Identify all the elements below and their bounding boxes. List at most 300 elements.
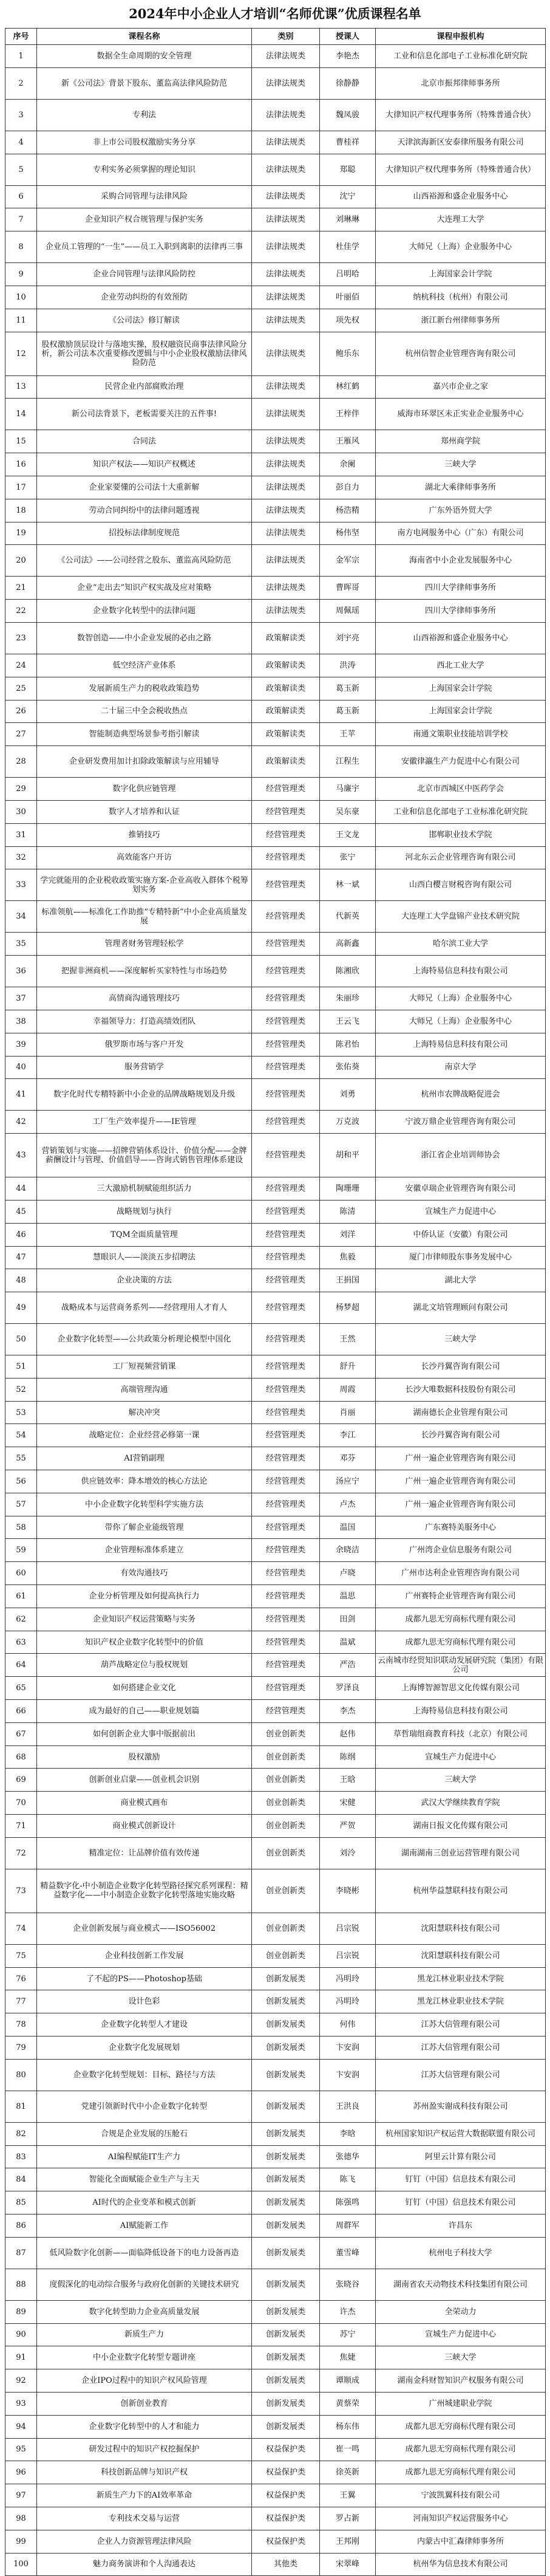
cell-index: 92 (5, 2369, 37, 2393)
cell-lecturer: 刘勇 (320, 1079, 376, 1111)
table-row (5, 2553, 546, 2576)
cell-institution: 山西白樱言财税咨询有限公司 (376, 869, 546, 901)
cell-category: 经营管理类 (252, 778, 320, 801)
cell-category: 法律法规类 (252, 99, 320, 131)
cell-institution: 大师兄（上海）企业服务中心 (376, 987, 546, 1010)
cell-category: 其他类 (252, 2553, 320, 2576)
cell-course-name: 《公司法》修订解读 (37, 309, 252, 332)
cell-lecturer: 鲍乐东 (320, 332, 376, 375)
cell-institution: 中侨认证（安徽）有限公司 (376, 1223, 546, 1246)
cell-course-name: 企业管理标准体系建立 (37, 1539, 252, 1562)
cell-institution: 南京大学 (376, 1056, 546, 1079)
cell-category: 经营管理类 (252, 1246, 320, 1269)
table-row (5, 1177, 546, 1201)
cell-course-name: 如何搭建企业文化 (37, 1677, 252, 1700)
cell-institution: 嘉兴市企业之家 (376, 375, 546, 399)
cell-course-name: 度假深化的电动综合服务与政府化创新的关键技术研究 (37, 2269, 252, 2300)
table-row (5, 2484, 546, 2507)
cell-index: 82 (5, 2122, 37, 2145)
cell-course-name: 企业知识产权运营策略与实务 (37, 1608, 252, 1631)
cell-category: 法律法规类 (252, 208, 320, 231)
cell-category: 经营管理类 (252, 956, 320, 987)
cell-institution: 内蒙古中汇森律师事务所 (376, 2530, 546, 2553)
cell-institution: 黑龙江林业职业技术学院 (376, 1990, 546, 2013)
cell-institution: 钉钉（中国）信息技术有限公司 (376, 2191, 546, 2215)
cell-index: 52 (5, 1378, 37, 1401)
cell-category: 经营管理类 (252, 1631, 320, 1654)
cell-institution: 邯郸职业技术学院 (376, 823, 546, 846)
cell-institution: 安徽卓瑞企业管理咨询有限公司 (376, 1177, 546, 1201)
table-row (5, 987, 546, 1010)
cell-course-name: 企业数字化转型人才建设 (37, 2013, 252, 2036)
cell-lecturer: 卞安润 (320, 2059, 376, 2091)
cell-course-name: 设计色彩 (37, 1990, 252, 2013)
cell-lecturer: 陈强鸣 (320, 2191, 376, 2215)
table-row (5, 375, 546, 399)
cell-category: 法律法规类 (252, 545, 320, 577)
cell-category: 法律法规类 (252, 286, 320, 309)
cell-index: 61 (5, 1585, 37, 1608)
cell-institution: 大连理工大学 (376, 208, 546, 231)
cell-category: 法律法规类 (252, 154, 320, 185)
cell-course-name: AI赋能新工作 (37, 2215, 252, 2238)
cell-category: 经营管理类 (252, 1539, 320, 1562)
cell-index: 30 (5, 800, 37, 823)
cell-course-name: 智能化全面赋能企业生产与主天 (37, 2168, 252, 2191)
cell-course-name: 合规是企业发展的压舱石 (37, 2122, 252, 2145)
cell-index: 80 (5, 2059, 37, 2091)
cell-course-name: 企业合同管理与法律风险防控 (37, 263, 252, 286)
cell-lecturer: 朱丽珍 (320, 987, 376, 1010)
cell-lecturer: 张晓谷 (320, 2269, 376, 2300)
cell-course-name: 企业“走出去”知识产权实战及应对策略 (37, 577, 252, 600)
cell-lecturer: 李晓彬 (320, 1869, 376, 1913)
cell-course-name: 企业分析管理及如何提高执行力 (37, 1585, 252, 1608)
cell-lecturer: 卞安润 (320, 2036, 376, 2060)
cell-course-name: 把握非洲商机——深度解析买家特性与市场趋势 (37, 956, 252, 987)
cell-category: 创业创新类 (252, 1722, 320, 1745)
cell-lecturer: 谭顺成 (320, 2369, 376, 2393)
cell-lecturer: 焦毅 (320, 1246, 376, 1269)
cell-course-name: 企业数字化转型中的人才和能力 (37, 2415, 252, 2438)
cell-lecturer: 杜佳学 (320, 231, 376, 263)
cell-institution: 大师兄（上海）企业服务中心 (376, 1010, 546, 1033)
cell-lecturer: 王洪良 (320, 2091, 376, 2122)
cell-course-name: 管理者财务管理轻松学 (37, 933, 252, 956)
cell-institution: 湖南金科财智知识产权服务有限公司 (376, 2369, 546, 2393)
cell-category: 创业创新类 (252, 1869, 320, 1913)
cell-category: 经营管理类 (252, 1292, 320, 1324)
cell-index: 10 (5, 286, 37, 309)
table-row (5, 1837, 546, 1869)
cell-index: 87 (5, 2237, 37, 2269)
cell-lecturer: 张宁 (320, 846, 376, 869)
cell-category: 法律法规类 (252, 522, 320, 545)
table-row (5, 99, 546, 131)
table-row (5, 1355, 546, 1379)
cell-course-name: 科技创新品牌与知识产权 (37, 2461, 252, 2484)
cell-index: 7 (5, 208, 37, 231)
cell-category: 经营管理类 (252, 1677, 320, 1700)
cell-institution: 江苏大信管理有限公司 (376, 2036, 546, 2060)
cell-lecturer: 王翼 (320, 2484, 376, 2507)
cell-course-name: 高效能客户开访 (37, 846, 252, 869)
cell-course-name: 专利技术交易与运营 (37, 2507, 252, 2530)
cell-lecturer: 魏凤骏 (320, 99, 376, 131)
table-row (5, 1134, 546, 1177)
cell-course-name: 股权激励 (37, 1745, 252, 1769)
table-row (5, 654, 546, 677)
cell-lecturer: 余阑 (320, 453, 376, 476)
table-row (5, 1745, 546, 1769)
cell-course-name: 数字化供应链管理 (37, 778, 252, 801)
cell-category: 创新发展类 (252, 2059, 320, 2091)
cell-course-name: 学完就能用的企业税收政策实施方案-企业高收入群体个税筹划实务 (37, 869, 252, 901)
cell-index: 91 (5, 2346, 37, 2369)
cell-lecturer: 刘泠 (320, 1837, 376, 1869)
cell-institution: 长沙丹翼咨询有限公司 (376, 1355, 546, 1379)
header-institution: 课程申报机构 (376, 29, 546, 45)
table-row (5, 901, 546, 933)
header-course-name: 课程名称 (37, 29, 252, 45)
cell-index: 73 (5, 1869, 37, 1913)
cell-institution: 成都九思无穷商标代理有限公司 (376, 1608, 546, 1631)
cell-lecturer: 洪涛 (320, 654, 376, 677)
cell-lecturer: 叶丽佰 (320, 286, 376, 309)
cell-course-name: 服务营销学 (37, 1056, 252, 1079)
cell-category: 权益保护类 (252, 2530, 320, 2553)
table-row (5, 499, 546, 522)
cell-institution: 西北工业大学 (376, 654, 546, 677)
cell-lecturer: 徐静静 (320, 67, 376, 99)
cell-course-name: 企业决策的方法 (37, 1269, 252, 1292)
table-row (5, 956, 546, 987)
table-row (5, 1562, 546, 1585)
cell-course-name: 党建引领新时代中小企业数字化转型 (37, 2091, 252, 2122)
cell-index: 70 (5, 1792, 37, 1815)
table-row (5, 800, 546, 823)
table-row (5, 2013, 546, 2036)
cell-category: 经营管理类 (252, 1134, 320, 1177)
table-row (5, 933, 546, 956)
cell-institution: 江苏大信管理有限公司 (376, 2013, 546, 2036)
cell-category: 经营管理类 (252, 1447, 320, 1470)
cell-category: 经营管理类 (252, 846, 320, 869)
cell-index: 44 (5, 1177, 37, 1201)
cell-category: 权益保护类 (252, 2438, 320, 2461)
table-row (5, 577, 546, 600)
cell-institution: 杭州国家知识产权运营大数据联盟有限公司 (376, 2122, 546, 2145)
table-row (5, 2168, 546, 2191)
cell-course-name: 合同法 (37, 430, 252, 453)
cell-lecturer: 严浩 (320, 1654, 376, 1677)
table-row (5, 622, 546, 654)
table-row (5, 1967, 546, 1990)
cell-course-name: 高情商沟通管理技巧 (37, 987, 252, 1010)
cell-category: 经营管理类 (252, 1608, 320, 1631)
table-row (5, 746, 546, 778)
cell-lecturer: 王邦刚 (320, 2530, 376, 2553)
cell-index: 48 (5, 1269, 37, 1292)
cell-lecturer: 焦婕 (320, 2346, 376, 2369)
table-header (5, 29, 546, 45)
cell-lecturer: 郑聪 (320, 154, 376, 185)
cell-category: 创新发展类 (252, 2369, 320, 2393)
cell-category: 经营管理类 (252, 1654, 320, 1677)
cell-lecturer: 杨浩精 (320, 499, 376, 522)
cell-lecturer: 余晓洁 (320, 1539, 376, 1562)
cell-course-name: 企业研发费用加计扣除政策解读与应用辅导 (37, 746, 252, 778)
cell-course-name: 专利法 (37, 99, 252, 131)
cell-category: 政策解读类 (252, 677, 320, 700)
cell-institution: 纳杭科技（杭州）有限公司 (376, 286, 546, 309)
cell-index: 96 (5, 2461, 37, 2484)
cell-lecturer: 董雪峰 (320, 2237, 376, 2269)
cell-lecturer: 项先权 (320, 309, 376, 332)
cell-institution: 钉钉（中国）信息技术有限公司 (376, 2168, 546, 2191)
cell-index: 42 (5, 1111, 37, 1134)
cell-lecturer: 徐英新 (320, 2461, 376, 2484)
cell-lecturer: 周群军 (320, 2215, 376, 2238)
cell-category: 创新发展类 (252, 1967, 320, 1990)
cell-lecturer: 陈纲 (320, 1745, 376, 1769)
cell-index: 20 (5, 545, 37, 577)
cell-category: 经营管理类 (252, 800, 320, 823)
cell-course-name: 创新创业教育 (37, 2392, 252, 2415)
table-row (5, 846, 546, 869)
cell-institution: 上海国家会计学院 (376, 700, 546, 723)
cell-index: 67 (5, 1722, 37, 1745)
cell-course-name: 企业知识产权合规管理与保护实务 (37, 208, 252, 231)
cell-course-name: 数字人才培养和认证 (37, 800, 252, 823)
cell-course-name: 带你了解企业能级管理 (37, 1516, 252, 1539)
cell-index: 71 (5, 1815, 37, 1838)
cell-category: 经营管理类 (252, 1401, 320, 1424)
cell-lecturer: 张德华 (320, 2145, 376, 2168)
cell-lecturer: 万克波 (320, 1111, 376, 1134)
cell-category: 法律法规类 (252, 375, 320, 399)
table-row (5, 1111, 546, 1134)
cell-index: 23 (5, 622, 37, 654)
table-row (5, 823, 546, 846)
table-row (5, 154, 546, 185)
cell-institution: 南通文策职业技能培训学校 (376, 723, 546, 746)
cell-lecturer: 王梓伴 (320, 399, 376, 430)
cell-institution: 浙江新台州律师事务所 (376, 309, 546, 332)
table-row (5, 1792, 546, 1815)
table-row (5, 1539, 546, 1562)
cell-lecturer: 葛玉新 (320, 700, 376, 723)
cell-lecturer: 杨梦超 (320, 1292, 376, 1324)
cell-lecturer: 肖丽 (320, 1401, 376, 1424)
cell-lecturer: 葛玉新 (320, 677, 376, 700)
cell-index: 100 (5, 2553, 37, 2576)
cell-category: 政策解读类 (252, 654, 320, 677)
cell-institution: 成都九思无穷商标代理有限公司 (376, 2415, 546, 2438)
cell-institution: 上海国家会计学院 (376, 677, 546, 700)
cell-institution: 广州市达利企业管理咨询有限公司 (376, 1562, 546, 1585)
table-row (5, 1769, 546, 1792)
cell-index: 2 (5, 67, 37, 99)
cell-institution: 沈阳慧联科技有限公司 (376, 1913, 546, 1944)
cell-index: 47 (5, 1246, 37, 1269)
cell-lecturer: 陈清 (320, 1200, 376, 1223)
cell-lecturer: 严贺 (320, 1815, 376, 1838)
table-row (5, 2438, 546, 2461)
cell-course-name: 商业模式画布 (37, 1792, 252, 1815)
cell-institution: 全荣动力 (376, 2300, 546, 2323)
cell-institution: 大师兄（上海）企业服务中心 (376, 231, 546, 263)
cell-category: 经营管理类 (252, 823, 320, 846)
table-row (5, 1324, 546, 1355)
cell-category: 创业创新类 (252, 1745, 320, 1769)
table-row (5, 2530, 546, 2553)
cell-index: 3 (5, 99, 37, 131)
cell-course-name: 魅力商务演讲和个人沟通表达 (37, 2553, 252, 2576)
cell-index: 65 (5, 1677, 37, 1700)
table-row (5, 263, 546, 286)
cell-index: 50 (5, 1324, 37, 1355)
cell-category: 经营管理类 (252, 1470, 320, 1493)
cell-category: 创新发展类 (252, 2191, 320, 2215)
cell-course-name: 新《公司法》背景下股东、董监高法律风险防范 (37, 67, 252, 99)
table-row (5, 1631, 546, 1654)
cell-index: 60 (5, 1562, 37, 1585)
cell-index: 99 (5, 2530, 37, 2553)
cell-index: 40 (5, 1056, 37, 1079)
cell-course-name: AI时代的企业变革和模式创新 (37, 2191, 252, 2215)
table-row (5, 1470, 546, 1493)
cell-index: 94 (5, 2415, 37, 2438)
table-row (5, 208, 546, 231)
cell-index: 29 (5, 778, 37, 801)
table-row (5, 2507, 546, 2530)
cell-index: 81 (5, 2091, 37, 2122)
cell-lecturer: 卢杰 (320, 1493, 376, 1516)
cell-index: 78 (5, 2013, 37, 2036)
cell-index: 18 (5, 499, 37, 522)
cell-institution: 大律知识产权代理事务所（特殊普通合伙） (376, 99, 546, 131)
cell-lecturer: 吕明哈 (320, 263, 376, 286)
header-row (5, 29, 546, 45)
cell-institution: 长沙丹翼咨询有限公司 (376, 1424, 546, 1447)
cell-category: 经营管理类 (252, 987, 320, 1010)
cell-institution: 工业和信息化部电子工业标准化研究院 (376, 45, 546, 68)
cell-lecturer: 汤应宁 (320, 1470, 376, 1493)
cell-category: 创新发展类 (252, 2237, 320, 2269)
cell-index: 46 (5, 1223, 37, 1246)
table-row (5, 1815, 546, 1838)
cell-course-name: 股权激励顶层设计与落地实操，股权融资民商事法律风险分析，新公司法本次重要修改逻辑与中小企业股权激励法律风险防范 (37, 332, 252, 375)
cell-institution: 杭州华为信息技术有限公司 (376, 2553, 546, 2576)
cell-course-name: 了不起的PS——Photoshop基础 (37, 1967, 252, 1990)
cell-category: 创新发展类 (252, 2346, 320, 2369)
cell-course-name: 企业数字化转型中的法律问题 (37, 600, 252, 623)
cell-course-name: 企业员工管理的“一生”——员工入职到离职的法律再三事 (37, 231, 252, 263)
cell-category: 经营管理类 (252, 1585, 320, 1608)
cell-lecturer: 曹晖哥 (320, 577, 376, 600)
cell-category: 经营管理类 (252, 1200, 320, 1223)
cell-index: 68 (5, 1745, 37, 1769)
cell-category: 经营管理类 (252, 1516, 320, 1539)
cell-category: 经营管理类 (252, 1324, 320, 1355)
table-row (5, 1200, 546, 1223)
cell-category: 法律法规类 (252, 131, 320, 154)
table-row (5, 1700, 546, 1723)
table-row (5, 1722, 546, 1745)
cell-course-name: 葫芦战略定位与股权规划 (37, 1654, 252, 1677)
cell-category: 法律法规类 (252, 332, 320, 375)
cell-category: 法律法规类 (252, 231, 320, 263)
cell-course-name: 智能制造典型场景参考指引解读 (37, 723, 252, 746)
cell-lecturer: 黄蔡荣 (320, 2392, 376, 2415)
cell-category: 创新发展类 (252, 2036, 320, 2060)
cell-index: 45 (5, 1200, 37, 1223)
cell-institution: 广州一遍企业管理咨询有限公司 (376, 1493, 546, 1516)
cell-course-name: 知识产权法——知识产权概述 (37, 453, 252, 476)
cell-course-name: 企业创新发展与商业模式——ISO56002 (37, 1913, 252, 1944)
cell-category: 创新发展类 (252, 2168, 320, 2191)
cell-index: 25 (5, 677, 37, 700)
cell-course-name: 企业数字化转型——公共政策分析理论模型中国化 (37, 1324, 252, 1355)
cell-course-name: 新质生产力 (37, 2323, 252, 2346)
table-row (5, 545, 546, 577)
cell-category: 经营管理类 (252, 1177, 320, 1201)
cell-course-name: 商业模式创新设计 (37, 1815, 252, 1838)
cell-course-name: 数据全生命周期的安全管理 (37, 45, 252, 68)
cell-index: 17 (5, 476, 37, 499)
cell-course-name: 企业家要懂的公司法十大重新解 (37, 476, 252, 499)
cell-institution: 三峡大学 (376, 1324, 546, 1355)
cell-index: 66 (5, 1700, 37, 1723)
cell-institution: 长沙大唯数据科技股份有限公司 (376, 1378, 546, 1401)
table-row (5, 1585, 546, 1608)
table-row (5, 1447, 546, 1470)
cell-lecturer: 周佩瑶 (320, 600, 376, 623)
cell-course-name: 高端管理沟通 (37, 1378, 252, 1401)
cell-course-name: 《公司法》——公司经营之股东、董监高风险防范 (37, 545, 252, 577)
cell-index: 74 (5, 1913, 37, 1944)
cell-course-name: 工厂生产效率提升——IE管理 (37, 1111, 252, 1134)
cell-index: 85 (5, 2191, 37, 2215)
table-row (5, 2415, 546, 2438)
cell-category: 经营管理类 (252, 1378, 320, 1401)
cell-institution: 四川大学律师事务所 (376, 577, 546, 600)
table-row (5, 2091, 546, 2122)
cell-index: 86 (5, 2215, 37, 2238)
table-row (5, 332, 546, 375)
cell-index: 9 (5, 263, 37, 286)
cell-lecturer: 金军宗 (320, 545, 376, 577)
cell-category: 经营管理类 (252, 1223, 320, 1246)
cell-index: 55 (5, 1447, 37, 1470)
cell-lecturer: 许杰 (320, 2300, 376, 2323)
cell-index: 32 (5, 846, 37, 869)
cell-category: 权益保护类 (252, 2461, 320, 2484)
cell-index: 14 (5, 399, 37, 430)
table-row (5, 185, 546, 208)
cell-category: 法律法规类 (252, 45, 320, 68)
cell-category: 创新发展类 (252, 2392, 320, 2415)
cell-category: 创新发展类 (252, 1990, 320, 2013)
cell-category: 法律法规类 (252, 309, 320, 332)
cell-index: 49 (5, 1292, 37, 1324)
cell-institution: 三峡大学 (376, 453, 546, 476)
cell-course-name: 招投标法律制度规范 (37, 522, 252, 545)
cell-lecturer: 刘洋 (320, 1223, 376, 1246)
cell-index: 35 (5, 933, 37, 956)
cell-category: 创新发展类 (252, 2415, 320, 2438)
